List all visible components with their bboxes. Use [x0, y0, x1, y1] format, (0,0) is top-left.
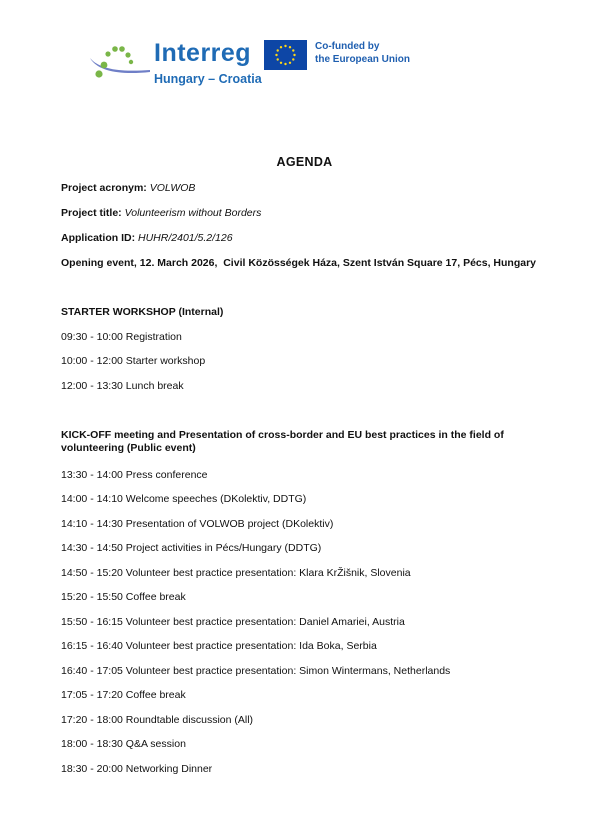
meta-value: VOLWOB — [149, 182, 196, 194]
agenda-item: 14:10 - 14:30 Presentation of VOLWOB project (DKolektiv) — [61, 518, 334, 530]
agenda-item: 18:30 - 20:00 Networking Dinner — [61, 763, 213, 775]
meta-title — [61, 207, 261, 220]
interreg-wordmark: Interreg — [154, 39, 252, 67]
section-heading-kickoff: KICK-OFF meeting and Presentation of cross-border and EU best practices in the field of volunteering (Public event) — [61, 429, 504, 454]
agenda-item: 16:40 - 17:05 Volunteer best practice presentation: Simon Wintermans, Netherlands — [61, 665, 451, 677]
agenda-item: 18:00 - 18:30 Q&A session — [61, 738, 186, 750]
eu-star-icon — [292, 49, 294, 51]
eu-line-2: the European Union — [315, 53, 410, 65]
eu-star-icon — [277, 49, 279, 51]
meta-application-id — [61, 232, 233, 245]
eu-star-icon — [284, 63, 286, 65]
meta-value: Volunteerism without Borders — [124, 207, 262, 219]
agenda-item: 15:50 - 16:15 Volunteer best practice presentation: Daniel Amariei, Austria — [61, 616, 405, 628]
eu-star-icon — [280, 62, 282, 64]
agenda-item: 12:00 - 13:30 Lunch break — [61, 380, 184, 392]
meta-label: Project title: — [61, 207, 122, 219]
agenda-item: 14:50 - 15:20 Volunteer best practice presentation: Klara KrŽišnik, Slovenia — [61, 567, 411, 579]
meta-label: Application ID: — [61, 232, 136, 244]
document-title: AGENDA — [276, 155, 333, 169]
header-logos — [88, 36, 428, 92]
agenda-item: 10:00 - 12:00 Starter workshop — [61, 355, 206, 367]
eu-line-1: Co-funded by — [315, 41, 380, 52]
agenda-item: 17:05 - 17:20 Coffee break — [61, 689, 186, 701]
eu-star-icon — [289, 46, 291, 48]
meta-acronym — [61, 182, 195, 195]
agenda-item: 09:30 - 10:00 Registration — [61, 331, 182, 343]
eu-star-icon — [289, 62, 291, 64]
agenda-item: 16:15 - 16:40 Volunteer best practice presentation: Ida Boka, Serbia — [61, 640, 377, 652]
eu-star-icon — [277, 58, 279, 60]
eu-flag-icon — [264, 40, 307, 70]
event-line: Opening event, 12. March 2026, Civil Közösségek Háza, Szent István Square 17, Pécs, Hungary — [61, 257, 537, 269]
section-heading-starter: STARTER WORKSHOP (Internal) — [61, 306, 224, 318]
program-region: Hungary – Croatia — [154, 72, 262, 86]
agenda-item: 14:00 - 14:10 Welcome speeches (DKolektiv, DDTG) — [61, 493, 307, 505]
agenda-item: 13:30 - 14:00 Press conference — [61, 469, 208, 481]
eu-star-icon — [280, 46, 282, 48]
eu-star-icon — [275, 54, 277, 56]
agenda-item: 14:30 - 14:50 Project activities in Pécs/Hungary (DDTG) — [61, 542, 322, 554]
agenda-item: 15:20 - 15:50 Coffee break — [61, 591, 186, 603]
eu-star-icon — [292, 58, 294, 60]
interreg-logo-icon — [88, 40, 150, 84]
eu-star-icon — [284, 45, 286, 47]
meta-label: Project acronym: — [61, 182, 147, 194]
meta-value: HUHR/2401/5.2/126 — [138, 232, 233, 244]
eu-cofunding-label — [315, 41, 410, 66]
eu-star-icon — [293, 54, 295, 56]
agenda-item: 17:20 - 18:00 Roundtable discussion (All) — [61, 714, 254, 726]
